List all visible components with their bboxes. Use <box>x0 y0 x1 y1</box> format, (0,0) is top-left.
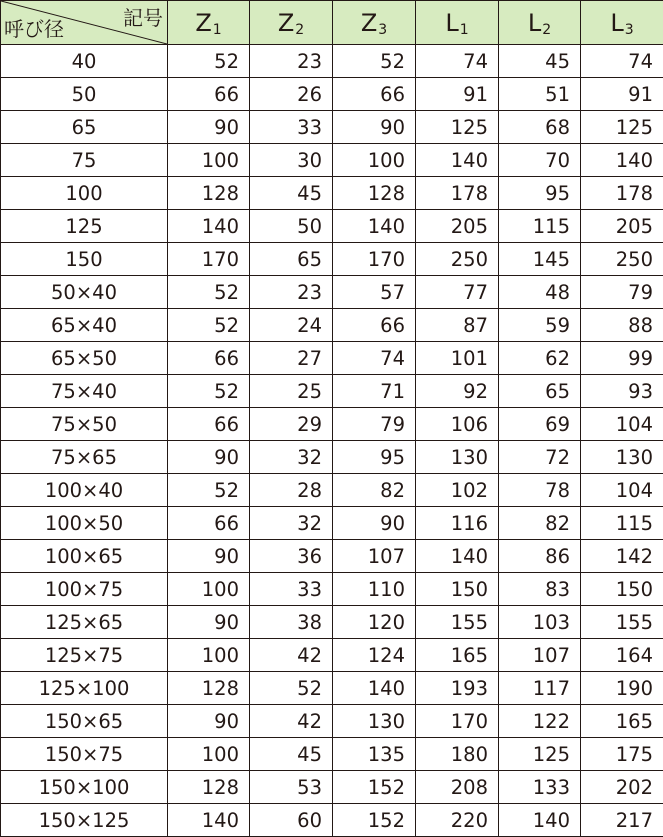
dimension-cell: 28 <box>250 474 333 507</box>
dimension-cell: 52 <box>250 672 333 705</box>
dimension-cell: 62 <box>499 342 581 375</box>
dimension-cell: 152 <box>333 771 416 804</box>
table-row <box>1 243 663 276</box>
dimension-cell: 87 <box>416 309 499 342</box>
nominal-size-cell: 150×125 <box>1 804 168 837</box>
dimension-cell: 82 <box>499 507 581 540</box>
dimension-cell: 115 <box>581 507 663 540</box>
dimension-cell: 71 <box>333 375 416 408</box>
dimension-cell: 102 <box>416 474 499 507</box>
dimension-cell: 140 <box>499 804 581 837</box>
table-row <box>1 738 663 771</box>
dimension-cell: 70 <box>499 144 581 177</box>
column-header-z2: $Z_2$ <box>250 1 333 45</box>
nominal-size-cell: 125×100 <box>1 672 168 705</box>
dimension-cell: 175 <box>581 738 663 771</box>
nominal-size-cell: 100×50 <box>1 507 168 540</box>
dimension-cell: 90 <box>168 606 250 639</box>
nominal-size-cell: 75×65 <box>1 441 168 474</box>
dimension-cell: 178 <box>581 177 663 210</box>
corner-header-cell <box>1 1 168 45</box>
dimension-cell: 90 <box>333 507 416 540</box>
dimension-cell: 72 <box>499 441 581 474</box>
dimension-cell: 100 <box>168 738 250 771</box>
table-row <box>1 606 663 639</box>
table-row <box>1 474 663 507</box>
dimension-cell: 66 <box>168 342 250 375</box>
dimension-cell: 42 <box>250 639 333 672</box>
dimension-cell: 45 <box>499 45 581 78</box>
dimension-cell: 205 <box>581 210 663 243</box>
nominal-size-cell: 65×40 <box>1 309 168 342</box>
dimension-cell: 66 <box>168 78 250 111</box>
dimension-cell: 217 <box>581 804 663 837</box>
dimension-cell: 107 <box>333 540 416 573</box>
dimension-cell: 208 <box>416 771 499 804</box>
nominal-size-cell: 100 <box>1 177 168 210</box>
table-row <box>1 144 663 177</box>
dimension-cell: 133 <box>499 771 581 804</box>
dimension-cell: 57 <box>333 276 416 309</box>
dimension-cell: 152 <box>333 804 416 837</box>
dimension-cell: 100 <box>168 573 250 606</box>
dimension-cell: 178 <box>416 177 499 210</box>
nominal-size-cell: 150 <box>1 243 168 276</box>
dimension-cell: 130 <box>581 441 663 474</box>
dimension-cell: 69 <box>499 408 581 441</box>
header-row <box>1 1 663 45</box>
dimension-cell: 193 <box>416 672 499 705</box>
dimension-cell: 59 <box>499 309 581 342</box>
nominal-size-cell: 100×40 <box>1 474 168 507</box>
dimension-cell: 52 <box>168 276 250 309</box>
dimension-cell: 205 <box>416 210 499 243</box>
table-row <box>1 639 663 672</box>
dimension-cell: 100 <box>333 144 416 177</box>
dimension-cell: 165 <box>581 705 663 738</box>
dimension-cell: 101 <box>416 342 499 375</box>
dimension-cell: 116 <box>416 507 499 540</box>
dimension-cell: 23 <box>250 45 333 78</box>
dimension-cell: 65 <box>499 375 581 408</box>
dimension-cell: 124 <box>333 639 416 672</box>
dimension-cell: 115 <box>499 210 581 243</box>
dimension-cell: 165 <box>416 639 499 672</box>
dimension-cell: 27 <box>250 342 333 375</box>
nominal-size-cell: 125×65 <box>1 606 168 639</box>
dimension-cell: 74 <box>581 45 663 78</box>
dimension-cell: 128 <box>168 771 250 804</box>
dimension-cell: 140 <box>581 144 663 177</box>
dimension-cell: 66 <box>168 507 250 540</box>
nominal-size-cell: 50 <box>1 78 168 111</box>
dimension-cell: 140 <box>333 672 416 705</box>
dimension-cell: 155 <box>581 606 663 639</box>
dimension-cell: 52 <box>168 375 250 408</box>
dimension-cell: 95 <box>499 177 581 210</box>
dimension-cell: 24 <box>250 309 333 342</box>
dimension-cell: 45 <box>250 177 333 210</box>
table-row <box>1 210 663 243</box>
dimension-cell: 125 <box>499 738 581 771</box>
dimension-cell: 140 <box>416 144 499 177</box>
dimension-cell: 79 <box>581 276 663 309</box>
dimension-cell: 52 <box>168 45 250 78</box>
dimension-cell: 106 <box>416 408 499 441</box>
dimension-cell: 150 <box>416 573 499 606</box>
dimension-cell: 82 <box>333 474 416 507</box>
nominal-size-cell: 150×100 <box>1 771 168 804</box>
dimension-cell: 100 <box>168 144 250 177</box>
table-row <box>1 276 663 309</box>
dimension-cell: 83 <box>499 573 581 606</box>
dimension-cell: 50 <box>250 210 333 243</box>
dimension-cell: 117 <box>499 672 581 705</box>
dimension-cell: 23 <box>250 276 333 309</box>
dimension-cell: 26 <box>250 78 333 111</box>
table-row <box>1 804 663 837</box>
dimension-cell: 65 <box>250 243 333 276</box>
nominal-size-cell: 125 <box>1 210 168 243</box>
nominal-size-cell: 100×65 <box>1 540 168 573</box>
dimension-cell: 29 <box>250 408 333 441</box>
nominal-size-cell: 150×75 <box>1 738 168 771</box>
table-row <box>1 375 663 408</box>
dimension-cell: 48 <box>499 276 581 309</box>
table-row <box>1 342 663 375</box>
dimension-cell: 90 <box>168 705 250 738</box>
dimension-cell: 95 <box>333 441 416 474</box>
dimension-cell: 125 <box>581 111 663 144</box>
dimension-cell: 104 <box>581 474 663 507</box>
column-header-l2: $L_2$ <box>499 1 581 45</box>
dimension-cell: 250 <box>581 243 663 276</box>
table-row <box>1 771 663 804</box>
dimension-cell: 45 <box>250 738 333 771</box>
dimension-cell: 170 <box>168 243 250 276</box>
nominal-size-cell: 75×50 <box>1 408 168 441</box>
dimension-cell: 103 <box>499 606 581 639</box>
nominal-size-cell: 75×40 <box>1 375 168 408</box>
table-body <box>1 45 663 837</box>
dimension-cell: 170 <box>416 705 499 738</box>
nominal-size-cell: 75 <box>1 144 168 177</box>
dimension-cell: 130 <box>333 705 416 738</box>
table-row <box>1 78 663 111</box>
dimension-cell: 135 <box>333 738 416 771</box>
dimension-cell: 145 <box>499 243 581 276</box>
dimension-cell: 74 <box>333 342 416 375</box>
table-row <box>1 705 663 738</box>
dimension-cell: 90 <box>168 111 250 144</box>
dimension-cell: 66 <box>333 78 416 111</box>
dimension-cell: 60 <box>250 804 333 837</box>
nominal-size-cell: 65 <box>1 111 168 144</box>
dimension-cell: 220 <box>416 804 499 837</box>
dimension-cell: 180 <box>416 738 499 771</box>
dimension-cell: 128 <box>168 177 250 210</box>
table-row <box>1 573 663 606</box>
dimension-cell: 66 <box>168 408 250 441</box>
dimension-cell: 52 <box>168 474 250 507</box>
dimension-cell: 250 <box>416 243 499 276</box>
dimension-cell: 92 <box>416 375 499 408</box>
dimension-cell: 91 <box>416 78 499 111</box>
table-row <box>1 309 663 342</box>
dimension-cell: 42 <box>250 705 333 738</box>
dimension-cell: 90 <box>333 111 416 144</box>
nominal-size-label: 呼び径 <box>4 17 64 41</box>
dimension-cell: 30 <box>250 144 333 177</box>
nominal-size-cell: 50×40 <box>1 276 168 309</box>
dimension-cell: 88 <box>581 309 663 342</box>
nominal-size-cell: 150×65 <box>1 705 168 738</box>
symbol-label: 記号 <box>123 6 163 30</box>
dimension-cell: 25 <box>250 375 333 408</box>
dimension-cell: 150 <box>581 573 663 606</box>
dimension-cell: 130 <box>416 441 499 474</box>
dimension-cell: 90 <box>168 441 250 474</box>
column-header-l3: $L_3$ <box>581 1 663 45</box>
table-row <box>1 408 663 441</box>
dimension-cell: 99 <box>581 342 663 375</box>
dimension-cell: 91 <box>581 78 663 111</box>
dimension-cell: 74 <box>416 45 499 78</box>
dimension-cell: 68 <box>499 111 581 144</box>
dimension-cell: 170 <box>333 243 416 276</box>
dimension-cell: 128 <box>333 177 416 210</box>
nominal-size-cell: 125×75 <box>1 639 168 672</box>
dimension-cell: 66 <box>333 309 416 342</box>
dimension-cell: 90 <box>168 540 250 573</box>
table-row <box>1 441 663 474</box>
column-header-z3: $Z_3$ <box>333 1 416 45</box>
dimension-cell: 140 <box>168 804 250 837</box>
dimension-cell: 32 <box>250 441 333 474</box>
dimension-cell: 38 <box>250 606 333 639</box>
table-row <box>1 672 663 705</box>
dimension-cell: 77 <box>416 276 499 309</box>
dimension-cell: 93 <box>581 375 663 408</box>
dimension-cell: 125 <box>416 111 499 144</box>
dimension-cell: 202 <box>581 771 663 804</box>
dimension-cell: 86 <box>499 540 581 573</box>
column-header-z1: $Z_1$ <box>168 1 250 45</box>
nominal-size-cell: 65×50 <box>1 342 168 375</box>
dimension-cell: 52 <box>333 45 416 78</box>
dimension-cell: 52 <box>168 309 250 342</box>
table-row <box>1 111 663 144</box>
dimension-cell: 104 <box>581 408 663 441</box>
dimension-cell: 36 <box>250 540 333 573</box>
dimension-cell: 164 <box>581 639 663 672</box>
dimension-cell: 33 <box>250 111 333 144</box>
dimension-cell: 53 <box>250 771 333 804</box>
dimension-cell: 140 <box>333 210 416 243</box>
dimension-cell: 128 <box>168 672 250 705</box>
dimension-cell: 33 <box>250 573 333 606</box>
dimension-cell: 32 <box>250 507 333 540</box>
dimension-cell: 142 <box>581 540 663 573</box>
table-row <box>1 45 663 78</box>
dimension-cell: 78 <box>499 474 581 507</box>
column-header-l1: $L_1$ <box>416 1 499 45</box>
table-row <box>1 540 663 573</box>
dimension-cell: 140 <box>168 210 250 243</box>
dimension-cell: 140 <box>416 540 499 573</box>
dimension-cell: 107 <box>499 639 581 672</box>
table-row <box>1 177 663 210</box>
nominal-size-cell: 40 <box>1 45 168 78</box>
dimension-cell: 79 <box>333 408 416 441</box>
dimension-cell: 122 <box>499 705 581 738</box>
dimension-cell: 110 <box>333 573 416 606</box>
table-row <box>1 507 663 540</box>
nominal-size-cell: 100×75 <box>1 573 168 606</box>
dimension-cell: 100 <box>168 639 250 672</box>
dimension-cell: 190 <box>581 672 663 705</box>
dimension-cell: 120 <box>333 606 416 639</box>
dimension-cell: 51 <box>499 78 581 111</box>
dimension-cell: 155 <box>416 606 499 639</box>
